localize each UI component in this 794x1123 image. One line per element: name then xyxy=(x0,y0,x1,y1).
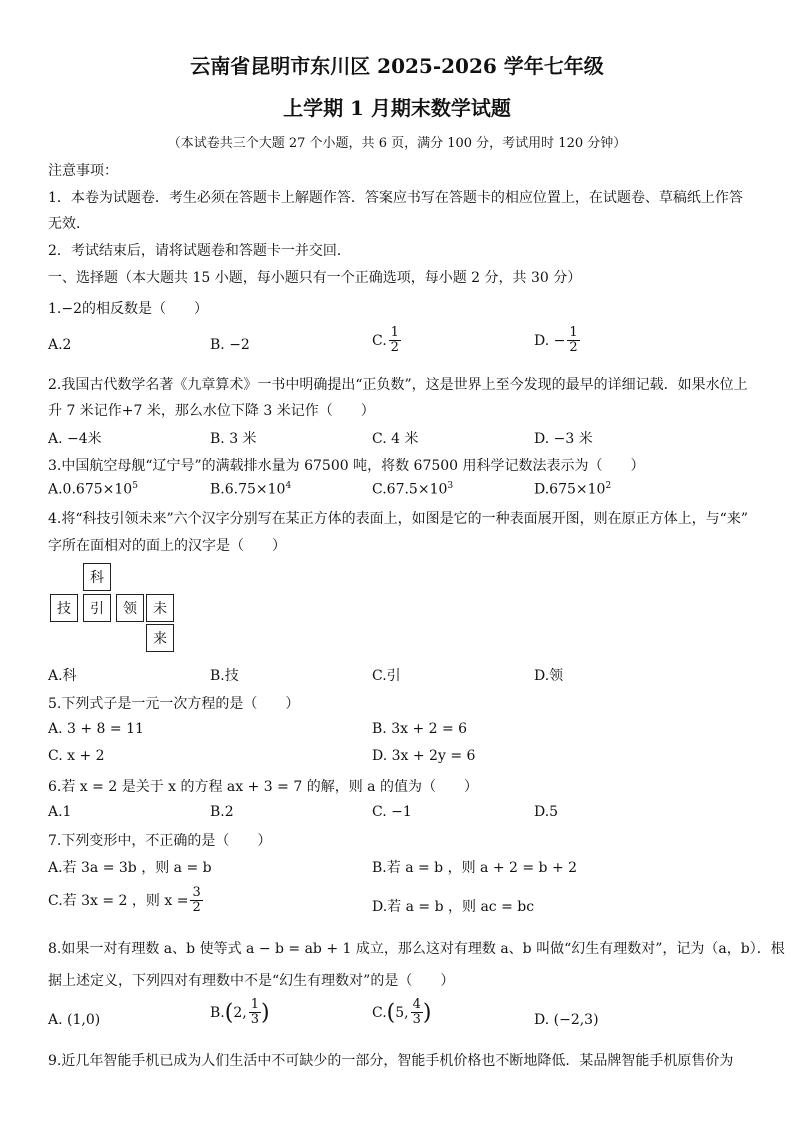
q1-c-den: 2 xyxy=(390,340,399,356)
q8-c-num: 4 xyxy=(412,997,421,1012)
question-9-stem: 9.近几年智能手机已成为人们生活中不可缺少的一部分，智能手机价格也不断地降低．某品牌智能手机原售价为 xyxy=(48,1053,734,1069)
q3-option-a xyxy=(48,481,138,498)
q8-b-paren-open: ( xyxy=(224,1000,234,1026)
q3-a-base: A.0.675×10 xyxy=(48,481,133,498)
question-8-stem-cont: 据上述定义，下列四对有理数中不是“幻生有理数对”的是（ ） xyxy=(48,973,455,989)
q8-c-first: 5, xyxy=(395,1004,409,1021)
q3-d-base: D.675×10 xyxy=(534,481,606,498)
q3-b-exp: 4 xyxy=(285,481,292,491)
net-cell-ji: 技 xyxy=(50,594,78,622)
q8-option-d: D. (−2,3) xyxy=(534,1012,599,1028)
net-cell-yin: 引 xyxy=(83,594,111,622)
q1-c-num: 1 xyxy=(390,325,399,340)
q8-c-den: 3 xyxy=(412,1012,421,1028)
question-6-stem: 6.若 x = 2 是关于 x 的方程 ax + 3 = 7 的解，则 a 的值为（ ） xyxy=(48,779,478,795)
q8-b-fraction xyxy=(249,998,261,1028)
net-cell-lai: 来 xyxy=(146,624,174,652)
q3-a-exp: 5 xyxy=(132,481,138,491)
q8-b-prefix: B. xyxy=(210,1004,225,1021)
q7-option-c xyxy=(48,886,203,916)
q1-d-prefix: D. − xyxy=(534,332,566,349)
q1-c-fraction xyxy=(389,326,401,356)
q2-option-a: A. −4米 xyxy=(48,431,102,447)
q1-option-a: A.2 xyxy=(48,337,72,353)
q7-option-a: A.若 3a = 3b ，则 a = b xyxy=(48,860,212,876)
q5-option-d: D. 3x + 2y = 6 xyxy=(372,748,476,764)
net-cell-wei: 未 xyxy=(146,594,174,622)
net-cell-ling: 领 xyxy=(116,594,144,622)
q7-option-b: B.若 a = b ，则 a + 2 = b + 2 xyxy=(372,860,578,876)
q2-option-b: B. 3 米 xyxy=(210,431,257,447)
q4-option-b: B.技 xyxy=(210,668,239,684)
q8-c-paren-open: ( xyxy=(386,1000,396,1026)
q8-b-paren-close: ) xyxy=(260,1000,270,1026)
exam-info: （本试卷共三个大题 27 个小题，共 6 页，满分 100 分，考试用时 120 分钟） xyxy=(167,136,627,151)
q3-c-exp: 3 xyxy=(447,481,454,491)
q8-c-prefix: C. xyxy=(372,1004,387,1021)
q1-d-fraction xyxy=(567,326,579,356)
q5-option-c: C. x + 2 xyxy=(48,748,105,764)
q7-c-num: 3 xyxy=(192,885,201,900)
page-title: 云南省昆明市东川区 2025-2026 学年七年级 xyxy=(190,54,604,78)
notice-item-1-cont: 无效． xyxy=(48,216,90,232)
question-1-stem: 1.−2的相反数是（ ） xyxy=(48,301,208,317)
q8-option-a: A. (1,0) xyxy=(48,1012,101,1028)
notice-item-2: 2．考试结束后，请将试题卷和答题卡一并交回． xyxy=(48,243,351,259)
q3-option-b xyxy=(210,481,291,498)
q3-d-exp: 2 xyxy=(605,481,612,491)
q4-option-c: C.引 xyxy=(372,668,401,684)
q8-c-fraction xyxy=(411,998,423,1028)
net-cell-ke: 科 xyxy=(83,563,111,591)
q3-b-base: B.6.75×10 xyxy=(210,481,286,498)
q6-option-b: B.2 xyxy=(210,804,234,820)
q4-option-d: D.领 xyxy=(534,668,564,684)
question-2-stem-cont: 升 7 米记作+7 米，那么水位下降 3 米记作（ ） xyxy=(48,403,375,419)
q1-option-c xyxy=(372,326,401,356)
q7-option-d: D.若 a = b ，则 ac = bc xyxy=(372,899,535,915)
question-3-stem: 3.中国航空母舰“辽宁号”的满载排水量为 67500 吨，将数 67500 用科学记数法表示为（ ） xyxy=(48,458,645,474)
q2-option-c: C. 4 米 xyxy=(372,431,419,447)
q8-b-num: 1 xyxy=(250,997,259,1012)
q3-c-base: C.67.5×10 xyxy=(372,481,448,498)
q8-option-b xyxy=(210,998,270,1028)
q3-option-c xyxy=(372,481,453,498)
q2-option-d: D. −3 米 xyxy=(534,431,593,447)
question-4-stem: 4.将“科技引领未来”六个汉字分别写在某正方体的表面上，如图是它的一种表面展开图，则在原正方体上，与“来” xyxy=(48,511,748,527)
q6-option-a: A.1 xyxy=(48,804,72,820)
q1-c-prefix: C. xyxy=(372,332,387,349)
q8-option-c xyxy=(372,998,432,1028)
q1-option-d xyxy=(534,326,580,356)
q8-c-paren-close: ) xyxy=(422,1000,432,1026)
cube-net-figure xyxy=(50,563,180,655)
q5-option-b: B. 3x + 2 = 6 xyxy=(372,721,468,737)
question-2-stem: 2.我国古代数学名著《九章算术》一书中明确提出“正负数”，这是世界上至今发现的最早的详细记载．如果水位上 xyxy=(48,377,748,393)
question-4-stem-cont: 字所在面相对的面上的汉字是（ ） xyxy=(48,538,286,554)
q6-option-c: C. −1 xyxy=(372,804,412,820)
notice-heading: 注意事项： xyxy=(48,163,118,179)
q6-option-d: D.5 xyxy=(534,804,559,820)
question-7-stem: 7.下列变形中，不正确的是（ ） xyxy=(48,833,272,849)
q4-option-a: A.科 xyxy=(48,668,77,684)
q1-d-num: 1 xyxy=(569,325,578,340)
q3-option-d xyxy=(534,481,611,498)
question-5-stem: 5.下列式子是一元一次方程的是（ ） xyxy=(48,696,300,712)
section-heading: 一、选择题（本大题共 15 小题，每小题只有一个正确选项，每小题 2 分，共 30 分） xyxy=(48,270,582,286)
q7-c-den: 2 xyxy=(192,900,201,916)
notice-item-1: 1．本卷为试题卷．考生必须在答题卡上解题作答．答案应书写在答题卡的相应位置上，在试题卷、草稿纸上作答 xyxy=(48,190,743,206)
q7-c-fraction xyxy=(190,886,202,916)
q5-option-a: A. 3 + 8 = 11 xyxy=(48,721,144,737)
page-subtitle-line: 上学期 1 月期末数学试题 xyxy=(283,96,511,120)
q1-option-b: B. −2 xyxy=(210,337,250,353)
q8-b-den: 3 xyxy=(250,1012,259,1028)
question-8-stem: 8.如果一对有理数 a、b 使等式 a − b = ab + 1 成立，那么这对有理数 a、b 叫做“幻生有理数对”，记为（a，b）．根 xyxy=(48,941,785,957)
q8-b-first: 2, xyxy=(233,1004,247,1021)
q1-d-den: 2 xyxy=(569,340,578,356)
q7-c-prefix: C.若 3x = 2 ，则 x = xyxy=(48,892,189,909)
